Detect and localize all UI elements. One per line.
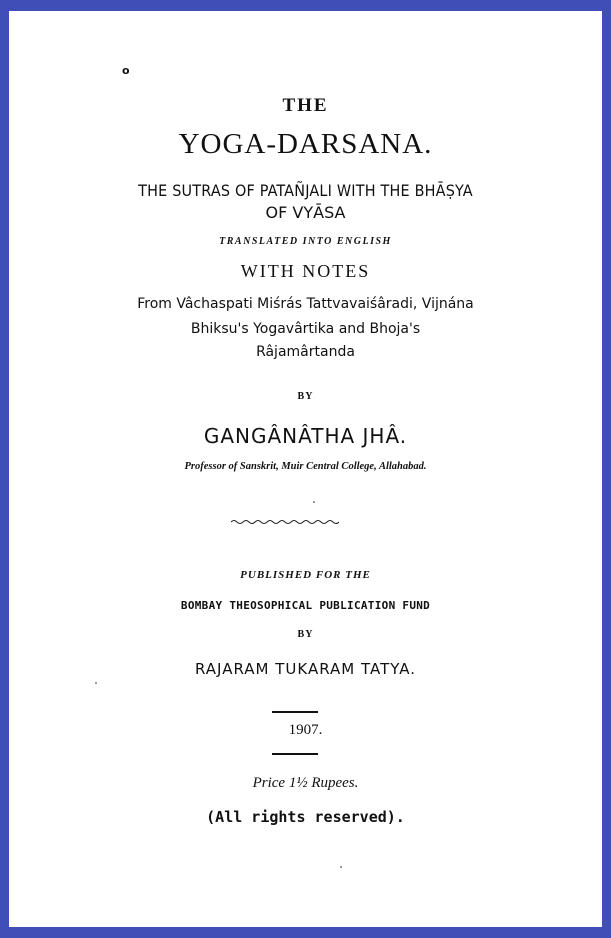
heading-the: THE	[282, 95, 329, 116]
main-title: YOGA-DARSANA.	[178, 128, 433, 160]
paper-speck	[313, 501, 315, 503]
ornamental-divider	[231, 519, 339, 525]
rights-notice: (All rights reserved).	[206, 808, 405, 826]
publisher-name: RAJARAM TUKARAM TATYA.	[194, 660, 417, 678]
subtitle-line-1: THE SUTRAS OF PATAÑJALI WITH THE BHĀṢYA	[138, 181, 473, 200]
margin-mark: o	[122, 64, 130, 77]
subtitle-line-2: OF VYĀSA	[265, 203, 346, 222]
with-notes-heading: WITH NOTES	[240, 261, 371, 281]
notes-line-1: From Vâchaspati Miśrás Tattvavaiśâradi, Vijnána	[137, 296, 474, 312]
fund-name: BOMBAY THEOSOPHICAL PUBLICATION FUND	[180, 599, 431, 612]
paper-speck	[340, 866, 342, 868]
author-name: GANGÂNÂTHA JHÂ.	[203, 424, 408, 448]
year-rule-top	[272, 711, 318, 713]
year-rule-bottom	[272, 753, 318, 755]
author-title: Professor of Sanskrit, Muir Central College, Allahabad.	[184, 461, 427, 472]
price: Price 1½ Rupees.	[252, 775, 359, 791]
translated-note: TRANSLATED INTO ENGLISH	[219, 236, 392, 247]
paper-speck	[95, 682, 97, 684]
notes-line-2: Bhiksu's Yogavârtika and Bhoja's	[190, 321, 421, 337]
notes-line-3: Râjamârtanda	[256, 344, 355, 360]
title-page	[9, 11, 602, 927]
by-label-2: BY	[297, 629, 314, 640]
published-for: PUBLISHED FOR THE	[240, 569, 371, 581]
publication-year: 1907.	[288, 722, 323, 738]
by-label: BY	[297, 391, 314, 402]
